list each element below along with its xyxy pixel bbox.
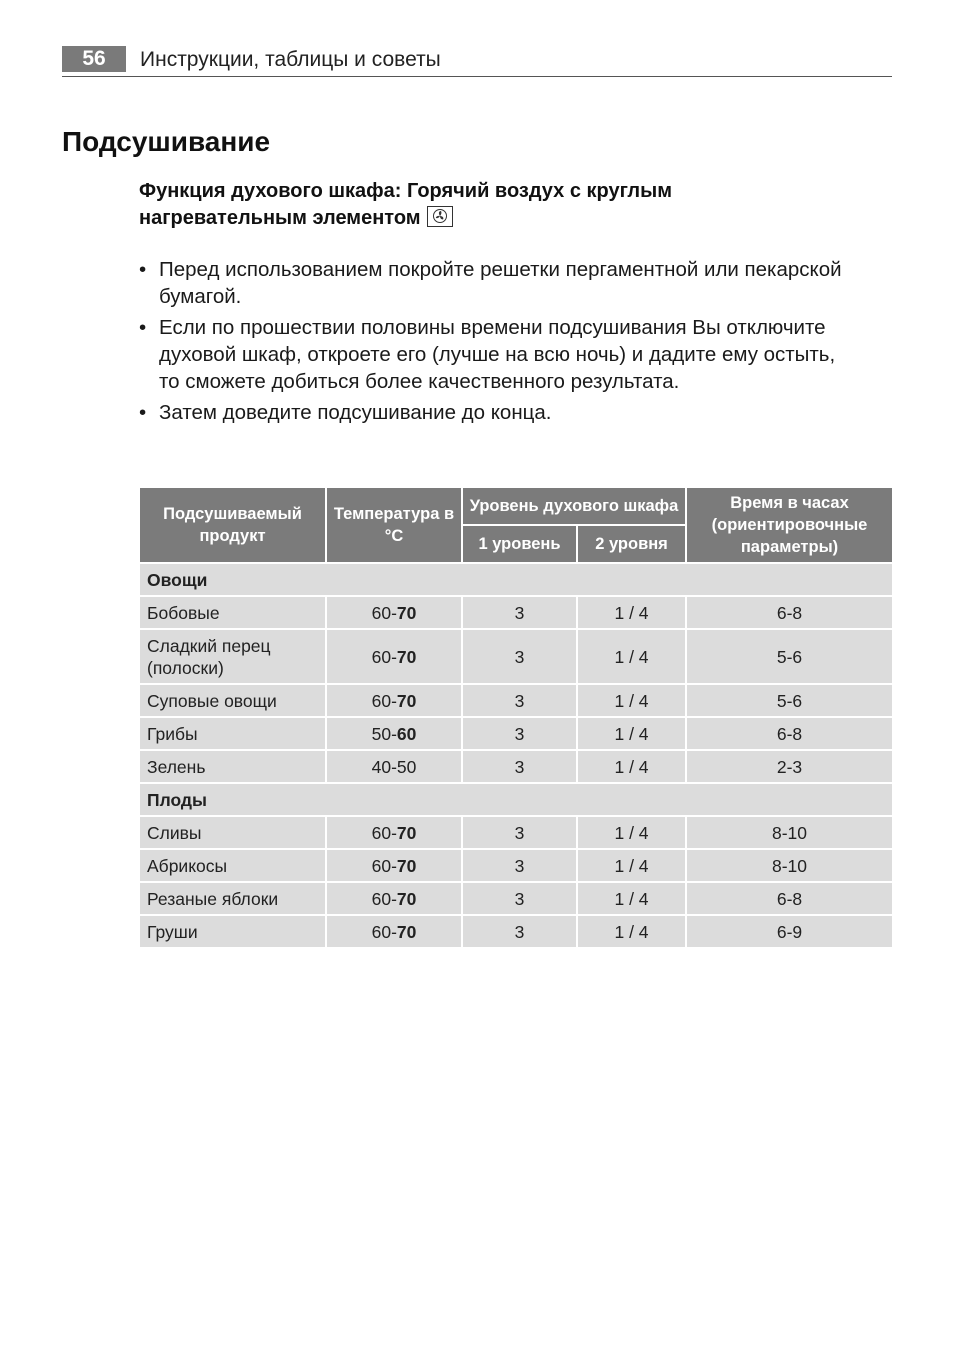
table-row — [139, 596, 893, 629]
level1-cell: 3 — [462, 750, 577, 783]
temperature-cell: 60-70 — [326, 596, 462, 629]
level2-cell: 1 / 4 — [577, 596, 686, 629]
oven-function-subtitle — [139, 178, 839, 232]
product-cell: Грибы — [139, 717, 326, 750]
level1-cell: 3 — [462, 596, 577, 629]
table-row — [139, 717, 893, 750]
level1-cell: 3 — [462, 849, 577, 882]
product-cell: Бобовые — [139, 596, 326, 629]
time-cell: 6-8 — [686, 882, 893, 915]
table-row — [139, 684, 893, 717]
level2-cell: 1 / 4 — [577, 750, 686, 783]
header-title: Инструкции, таблицы и советы — [140, 48, 441, 71]
temperature-cell: 60-70 — [326, 629, 462, 684]
header-temperature: Температура в °C — [326, 487, 462, 563]
temperature-cell: 60-70 — [326, 915, 462, 948]
section-title: Подсушивание — [62, 126, 271, 157]
time-cell: 8-10 — [686, 849, 893, 882]
temperature-cell: 60-70 — [326, 882, 462, 915]
drying-table — [138, 486, 894, 949]
subtitle-line-2: нагревательным элементом — [139, 207, 421, 229]
header-level-1: 1 уровень — [462, 525, 577, 563]
time-cell: 6-8 — [686, 596, 893, 629]
table-row — [139, 849, 893, 882]
subtitle-line-1: Функция духового шкафа: Горячий воздух с круглым — [139, 180, 673, 202]
level2-cell: 1 / 4 — [577, 684, 686, 717]
group-label: Овощи — [139, 563, 893, 596]
level2-cell: 1 / 4 — [577, 816, 686, 849]
product-cell: Абрикосы — [139, 849, 326, 882]
time-cell: 2-3 — [686, 750, 893, 783]
header-level: Уровень духового шкафа — [462, 487, 686, 525]
product-cell: Сладкий перец (полоски) — [139, 629, 326, 684]
level2-cell: 1 / 4 — [577, 882, 686, 915]
level1-cell: 3 — [462, 717, 577, 750]
time-cell: 6-9 — [686, 915, 893, 948]
page-header — [62, 46, 892, 77]
group-label: Плоды — [139, 783, 893, 816]
level1-cell: 3 — [462, 629, 577, 684]
level2-cell: 1 / 4 — [577, 849, 686, 882]
level1-cell: 3 — [462, 684, 577, 717]
table-row — [139, 882, 893, 915]
time-cell: 8-10 — [686, 816, 893, 849]
temperature-cell: 40-50 — [326, 750, 462, 783]
table-row — [139, 629, 893, 684]
time-cell: 6-8 — [686, 717, 893, 750]
temperature-cell: 60-70 — [326, 849, 462, 882]
table-row — [139, 816, 893, 849]
level1-cell: 3 — [462, 816, 577, 849]
header-level-2: 2 уровня — [577, 525, 686, 563]
level2-cell: 1 / 4 — [577, 629, 686, 684]
product-cell: Зелень — [139, 750, 326, 783]
list-item: • Затем доведите подсушивание до конца. — [139, 399, 859, 426]
list-item: • Если по прошествии половины времени подсушивания Вы отключите духовой шкаф, откроете его (лучше на всю ночь) и дадите ему остыть, то сможете добиться более качественного результата. — [139, 314, 859, 395]
time-cell: 5-6 — [686, 629, 893, 684]
time-cell: 5-6 — [686, 684, 893, 717]
product-cell: Суповые овощи — [139, 684, 326, 717]
temperature-cell: 50-60 — [326, 717, 462, 750]
header-time: Время в часах (ориентировочные параметры) — [686, 487, 893, 563]
group-row — [139, 563, 893, 596]
level1-cell: 3 — [462, 915, 577, 948]
header-product: Подсушиваемый продукт — [139, 487, 326, 563]
level2-cell: 1 / 4 — [577, 915, 686, 948]
list-item: • Перед использованием покройте решетки пергаментной или пекарской бумагой. — [139, 256, 859, 310]
product-cell: Сливы — [139, 816, 326, 849]
group-row — [139, 783, 893, 816]
page-number: 56 — [62, 46, 126, 72]
level1-cell: 3 — [462, 882, 577, 915]
table-row — [139, 750, 893, 783]
product-cell: Резаные яблоки — [139, 882, 326, 915]
table-row — [139, 915, 893, 948]
fan-ring-heater-icon — [427, 206, 453, 227]
instructions-list — [139, 256, 859, 430]
product-cell: Груши — [139, 915, 326, 948]
temperature-cell: 60-70 — [326, 684, 462, 717]
level2-cell: 1 / 4 — [577, 717, 686, 750]
temperature-cell: 60-70 — [326, 816, 462, 849]
